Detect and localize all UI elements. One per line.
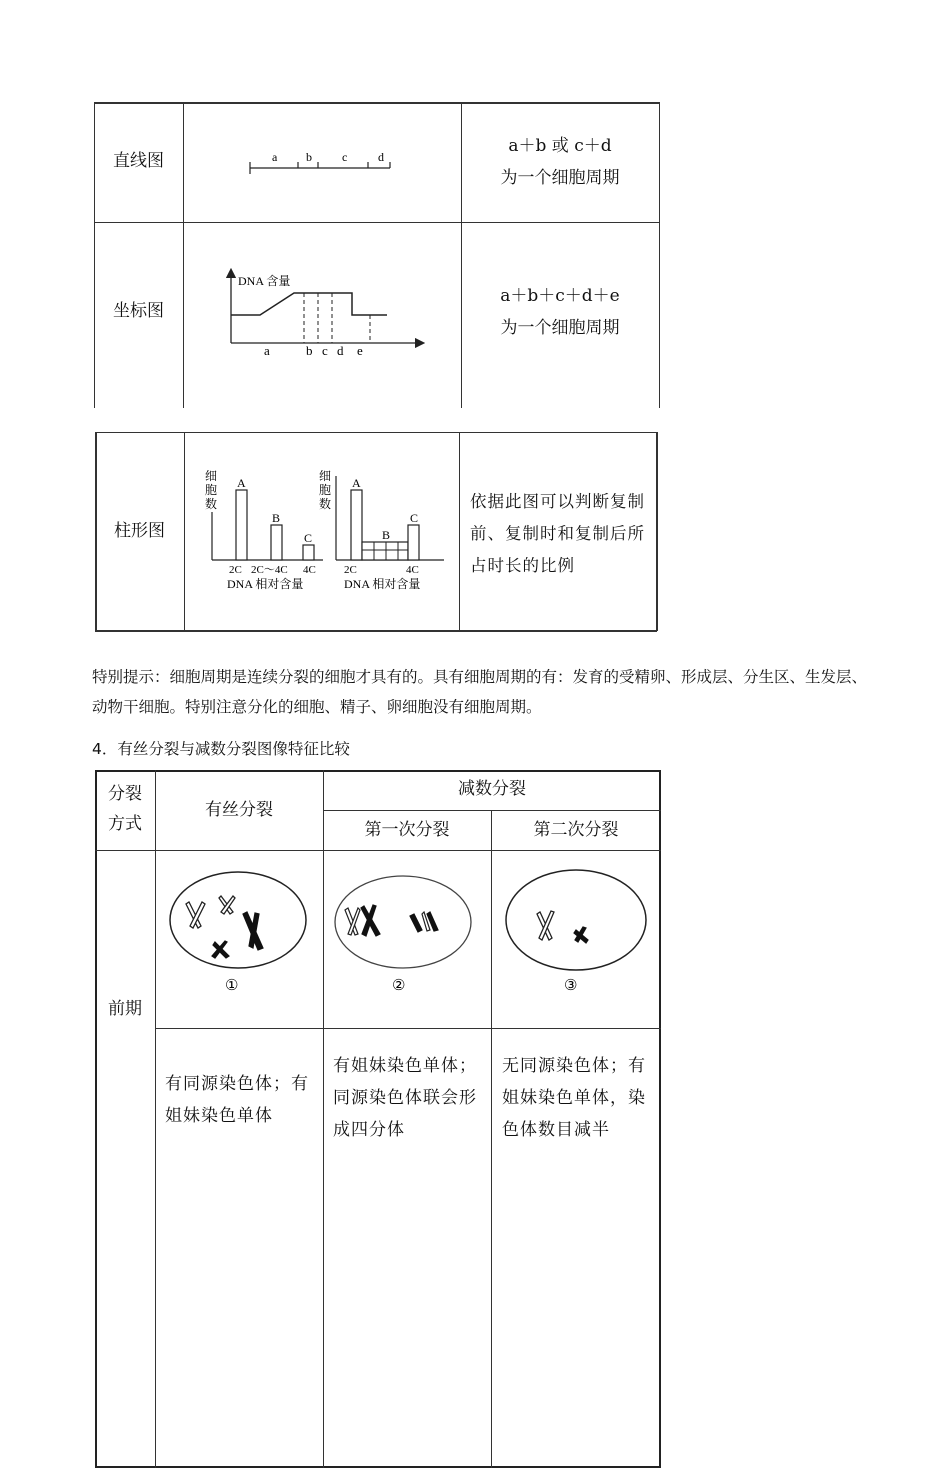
- table3-row-line: [155, 1028, 661, 1029]
- bar-desc: 依据此图可以判断复制前、复制时和复制后所占时长的比例: [470, 492, 645, 575]
- chart1-ylabel-3: 数: [205, 497, 218, 511]
- graph-label-e: e: [357, 343, 363, 358]
- cell-figure-meiosis-2: [500, 868, 655, 998]
- row1-desc-1: a＋b 或 c＋d: [508, 136, 612, 156]
- chart1-bar-c: C: [304, 531, 313, 545]
- corner-1: 分裂: [108, 784, 142, 804]
- table3-divider-1: [155, 770, 156, 1468]
- graph-ylabel: DNA 含量: [238, 274, 291, 288]
- table2-top-border: [95, 432, 657, 433]
- chart2-ylabel-1: 细: [319, 470, 332, 483]
- table3-header-line: [95, 850, 661, 851]
- chart2-bar-a: A: [352, 476, 361, 490]
- line-label-b: b: [306, 150, 312, 164]
- chart1-ylabel-2: 胞: [205, 483, 218, 497]
- row1-desc-2: 为一个细胞周期: [500, 168, 620, 188]
- graph-label-b: b: [306, 343, 313, 358]
- graph-label-c: c: [322, 343, 328, 358]
- cell-figure-mitosis: [165, 868, 315, 998]
- table1-top-border: [94, 102, 660, 104]
- line-label-c: c: [342, 150, 348, 164]
- chart2-xlabel: DNA 相对含量: [344, 577, 421, 591]
- line-label-a: a: [272, 150, 278, 164]
- graph-label-a: a: [264, 343, 270, 358]
- header-meiosis-1: 第一次分裂: [364, 820, 450, 840]
- table2-right-border: [656, 432, 658, 631]
- chart2-ylabel-2: 胞: [319, 483, 332, 497]
- table3-divider-2: [323, 770, 324, 1468]
- stage-prophase: 前期: [108, 999, 142, 1019]
- chart1-tick-2c: 2C: [229, 564, 242, 576]
- chart1-bar-a: A: [237, 476, 246, 490]
- chart1-tick-4c: 4C: [303, 564, 316, 576]
- desc-mitosis: 有同源染色体；有姐妹染色单体: [165, 1074, 309, 1126]
- chart1-bar-b: B: [272, 511, 281, 525]
- row-label-coord: 坐标图: [113, 301, 164, 321]
- chart1-xlabel: DNA 相对含量: [227, 577, 304, 591]
- chart1-ylabel-1: 细: [205, 470, 218, 483]
- row2-desc-1: a＋b＋c＋d＋e: [500, 286, 620, 306]
- fig-num-3: ③: [564, 978, 578, 994]
- row-label-bar: 柱形图: [114, 521, 165, 541]
- desc-meiosis-1: 有姐妹染色单体；同源染色体联会形成四分体: [333, 1056, 477, 1140]
- header-meiosis: 减数分裂: [458, 779, 526, 799]
- chart2-bar-b: B: [382, 528, 391, 542]
- table2-bottom-border: [95, 630, 657, 632]
- fig-num-2: ②: [392, 978, 406, 994]
- desc-meiosis-2: 无同源染色体；有姐妹染色单体，染色体数目减半: [502, 1056, 646, 1140]
- table1-row-divider: [94, 222, 660, 223]
- dna-content-graph: [222, 265, 427, 360]
- fig-num-1: ①: [225, 978, 239, 994]
- table1-right-border: [659, 102, 660, 408]
- chart2-tick-4c: 4C: [406, 564, 419, 576]
- bar-chart-1: [195, 470, 327, 598]
- cell-cycle-line-figure: [240, 146, 400, 178]
- tip-paragraph: 特别提示：细胞周期是连续分裂的细胞才具有的。具有细胞周期的有：发育的受精卵、形成层、分生区、生发层、动物干细胞。特别注意分化的细胞、精子、卵细胞没有细胞周期。: [92, 668, 868, 716]
- table3-subheader-line: [323, 810, 661, 811]
- table2-divider-2: [459, 432, 460, 631]
- table3-divider-3: [491, 810, 492, 1468]
- chart2-tick-2c: 2C: [344, 564, 357, 576]
- header-meiosis-2: 第二次分裂: [533, 820, 619, 840]
- header-mitosis: 有丝分裂: [205, 800, 273, 820]
- corner-2: 方式: [108, 814, 142, 834]
- table2-divider-1: [184, 432, 185, 631]
- graph-label-d: d: [337, 343, 344, 358]
- cell-figure-meiosis-1: [330, 870, 485, 998]
- bar-chart-2: [316, 470, 451, 598]
- section-title: 4．有丝分裂与减数分裂图像特征比较: [92, 740, 350, 758]
- row-label-line: 直线图: [113, 151, 164, 171]
- table1-divider-1: [183, 102, 184, 408]
- chart1-tick-2c4c: 2C～4C: [251, 564, 288, 576]
- chart2-ylabel-3: 数: [319, 497, 332, 511]
- row2-desc-2: 为一个细胞周期: [500, 318, 620, 338]
- chart2-bar-c: C: [410, 511, 419, 525]
- line-label-d: d: [378, 150, 384, 164]
